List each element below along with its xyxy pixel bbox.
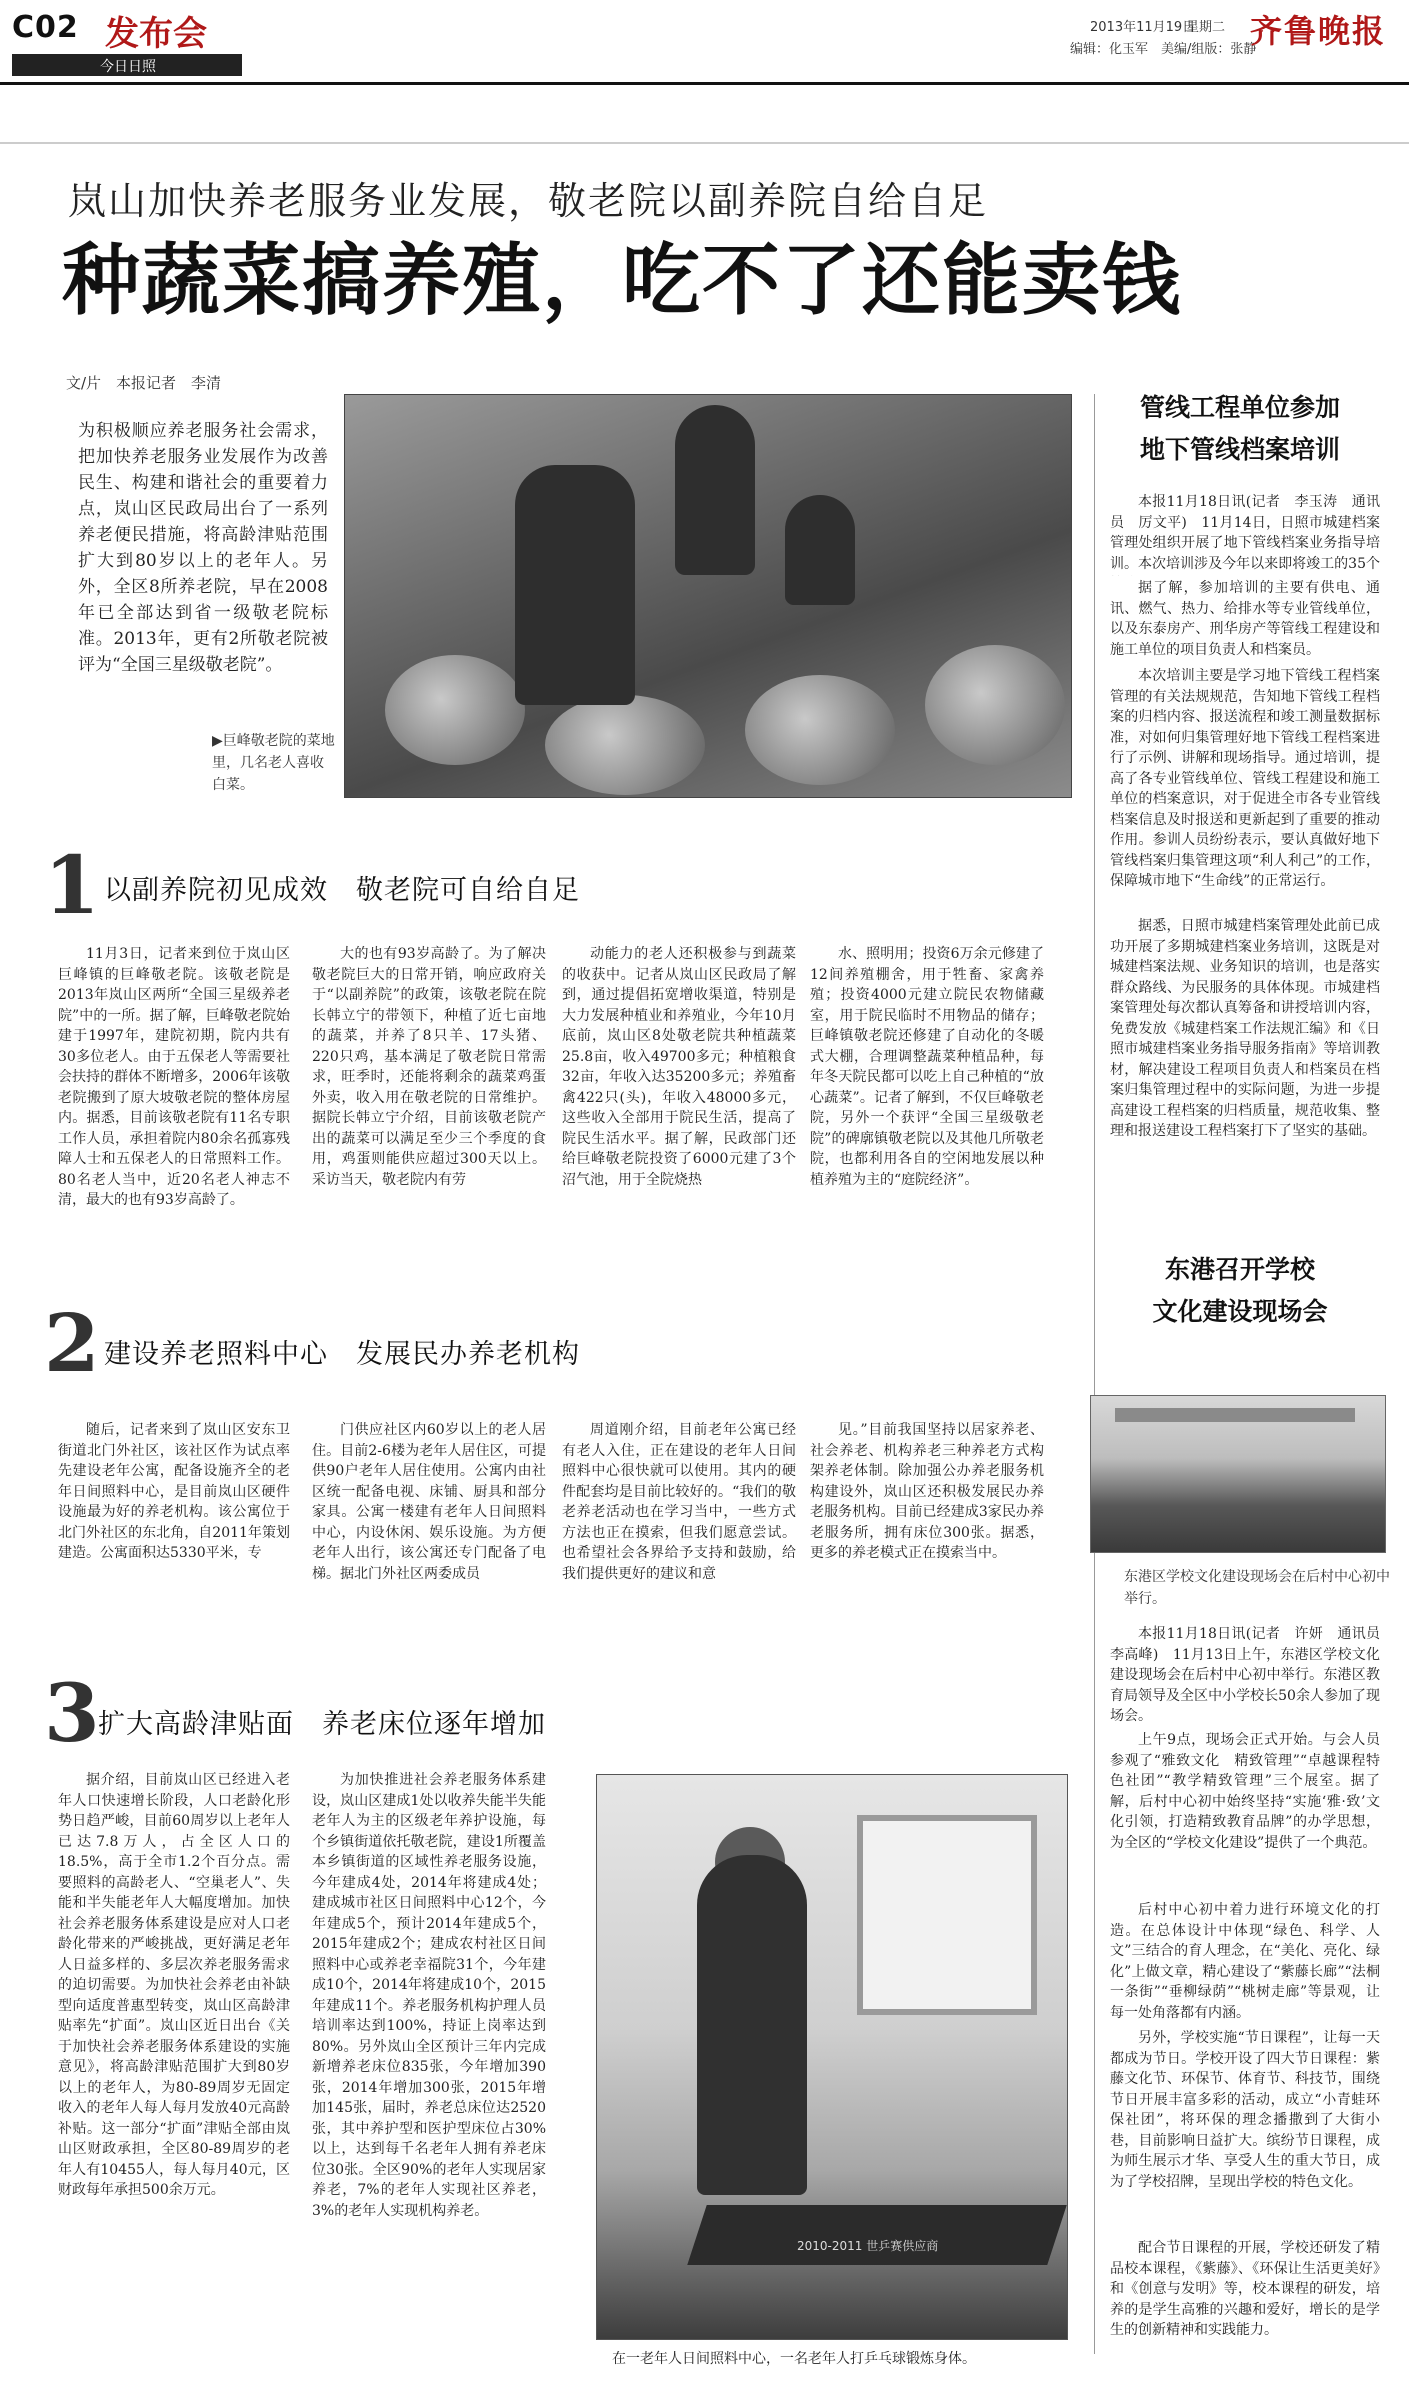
sidebar-story-1-para: 本次培训主要是学习地下管线工程档案管理的有关法规规范，告知地下管线工程档案的归档内容、报送流程和竣工测量数据标准，对如何归集管理好地下管线工程档案进行了示例、讲解和现场指导。通过培训，提高了各专业管线单位、管线工程建设和施工单位的档案意识，对于促进全市各专业管线档案信息及时报送和更新起到了重要的推动作用。参训人员纷纷表示，要认真做好地下管线档案归集管理这项“利人利己”的工作，保障城市地下“生命线”的正常运行。 — [1110, 668, 1380, 889]
sidebar-story-1-title-line-2: 地下管线档案培训 — [1139, 435, 1340, 464]
section-3-col-2: 为加快推进社会养老服务体系建设，岚山区建成1处以收养失能半失能老年人为主的区级老年养护设施，每个乡镇街道依托敬老院，建设1所覆盖本乡镇街道的区域性养老服务设施，今年建成4处，2014年将建成4处；建成城市社区日间照料中心12个，今年建成5个，预计2014年建成5个，2015年建成2个；建成农村社区日间照料中心或养老幸福院31个，今年建成10个，2014年将建成10个，2015年建成11个。养老服务机构护理人员培训率达到100%，持证上岗率达到80%。另外岚山全区预计三年内完成新增养老床位835张，今年增加390张，2014年增加300张，2015年增加145张，届时，养老总床位达2520张，其中养护型和医护型床位占30%以上，达到每千名老年人拥有养老床位30张。全区90%的老年人实现居家养老，7%的老年人实现社区养老，3%的老年人实现机构养老。 — [312, 1772, 546, 2219]
section-1-col-3: 动能力的老人还积极参与到蔬菜的收获中。记者从岚山区民政局了解到，通过提倡拓宽增收渠道，特别是大力发展种植业和养殖业，今年10月底前，岚山区8处敬老院共种植蔬菜25.8亩，收入49700多元；种植粮食32亩，年收入达35200多元；养殖畜禽422只(头)，年收入48000多元，这些收入全部用于院民生活，提高了院民生活水平。据了解，民政部门还给巨峰敬老院投资了6000元建了3个沼气池，用于全院烧热 — [562, 946, 796, 1188]
section-2-col-3: 周道刚介绍，目前老年公寓已经有老人入住，正在建设的老年人日间照料中心很快就可以使用。其内的硬件配套均是目前比较好的。“我们的敬老养老活动也在学习当中，一些方式方法也正在摸索，但我们愿意尝试。也希望社会各界给予支持和鼓励，给我们提供更好的建议和意 — [562, 1422, 796, 1582]
section-number: 3 — [44, 1666, 100, 1760]
page-header — [0, 0, 1409, 96]
section-3-col-1: 据介绍，目前岚山区已经进入老年人口快速增长阶段，人口老龄化形势日趋严峻，目前60周岁以上老年人已达7.8万人，占全区人口的18.5%，高于全市1.2个百分点。需要照料的高龄老人、“空巢老人”、失能和半失能老年人大幅度增加。加快社会养老服务体系建设是应对人口老龄化带来的严峻挑战，更好满足老年人日益多样的、多层次养老服务需求的迫切需要。为加快社会养老由补缺型向适度普惠型转变，岚山区高龄津贴率先“扩面”。岚山区近日出台《关于加快社会养老服务体系建设的实施意见》，将高龄津贴范围扩大到80岁以上的老年人，为80-89周岁无固定收入的老年人每人每月发放40元高龄补贴。这一部分“扩面”津贴全部由岚山区财政承担，全区80-89周岁的老年人有10455人，每人每月40元，区财政每年承担500余万元。 — [58, 1772, 290, 2198]
cabbage-shape — [385, 655, 525, 765]
section-number: 1 — [44, 838, 100, 932]
cabbage-shape — [745, 675, 895, 785]
elderly-man-figure — [515, 465, 635, 705]
sidebar-story-2-para: 后村中心初中着力进行环境文化的打造。在总体设计中体现“绿色、科学、人文”三结合的育人理念，在“美化、亮化、绿化”上做文章，精心建设了“紫藤长廊”“法桐一条街”“垂柳绿荫”“桃树走廊”等景观，让每一处角落都有内涵。 — [1110, 1902, 1380, 2021]
cabbage-shape — [925, 645, 1065, 765]
section-number: 2 — [44, 1296, 100, 1390]
sidebar-story-2-title-line-1: 东港召开学校 — [1164, 1255, 1315, 1284]
elderly-man-figure — [785, 495, 855, 605]
sidebar-story-1-title-line-1: 管线工程单位参加 — [1139, 393, 1340, 422]
sidebar-story-1-para: 本报11月18日讯(记者 李玉涛 通讯员 厉文平) 11月14日，日照市城建档案管理处组织开展了地下管线档案业务指导培训。本次培训涉及今年以来即将竣工的35个 — [1110, 494, 1380, 572]
subsection-name: 今日日照 — [100, 59, 156, 75]
sidebar-story-1-para: 据悉，日照市城建档案管理处此前已成功开展了多期城建档案业务培训，这既是对城建档案法规、业务知识的培训，也是落实群众路线、为民服务的具体体现。市城建档案管理处每次都认真筹备和讲授培训内容，免费发放《城建档案工作法规汇编》和《日照市城建档案业务指导服务指南》等培训教材，解决建设工程项目负责人和档案员在档案归集管理过程中的实际问题，为进一步提高建设工程档案的归档质量，规范收集、整理和报送建设工程档案打下了坚实的基础。 — [1110, 918, 1380, 1139]
sidebar-story-2-para: 本报11月18日讯(记者 许妍 通讯员 李高峰) 11月13日上午，东港区学校文化建设现场会在后村中心初中举行。东港区教育局领导及全区中小学校长50余人参加了现场会。 — [1110, 1626, 1380, 1724]
player-figure — [697, 1855, 807, 2195]
sidebar-story-1-para: 据了解，参加培训的主要有供电、通讯、燃气、热力、给排水等专业管线单位，以及东泰房产、刑华房产等管线工程建设和施工单位的项目负责人和档案员。 — [1110, 580, 1380, 658]
sidebar-story-2-para: 上午9点，现场会正式开始。与会人员参观了“雅致文化 精致管理”“卓越课程特色社团”“教学精致管理”三个展室。据了解，后村中心初中始终坚持“实施‘雅·致’文化引领，打造精致教育品牌”的办学思想，为全区的“学校文化建设”提供了一个典范。 — [1110, 1732, 1380, 1851]
stage-banner — [1115, 1408, 1355, 1422]
section-1-col-4: 水、照明用；投资6万余元修建了12间养殖棚舍，用于牲畜、家禽养殖；投资4000元建立院民农物储藏室，用于院民临时不用物品的储存；巨峰镇敬老院还修建了自动化的冬暖式大棚，合理调整蔬菜种植品种，每年冬天院民都可以吃上自己种植的“放心蔬菜”。记者了解到，不仅巨峰敬老院，另外一个获评“全国三星级敬老院”的碑廓镇敬老院以及其他几所敬老院，也都利用各自的空闲地发展以种植养殖为主的“庭院经济”。 — [810, 946, 1044, 1188]
article-kicker: 岚山加快养老服务业发展，敬老院以副养院自给自足 — [68, 179, 989, 223]
table-sponsor-text: 2010-2011 世乒赛供应商 — [797, 2239, 939, 2253]
issue-weekday: 星期二 — [1186, 20, 1226, 35]
section-1-col-1: 11月3日，记者来到位于岚山区巨峰镇的巨峰敬老院。该敬老院是2013年岚山区两所“全国三星级养老院”中的一所。据了解，巨峰敬老院始建于1997年，建院初期，院内共有30多位老人。由于五保老人等需要社会扶持的群体不断增多，2006年该敬老院搬到了原大坡敬老院的整体房屋内。据悉，目前该敬老院有11名专职工作人员，承担着院内80余名孤寡残障人士和五保老人的日常照料工作。80名老人当中，近20名老人神志不清，最大的也有93岁高龄了。 — [58, 946, 290, 1208]
section-2-col-2: 门供应社区内60岁以上的老人居住。目前2-6楼为老年人居住区，可提供90户老年人居住使用。公寓内由社区统一配备电视、床铺、厨具和部分家具。公寓一楼建有老年人日间照料中心，内设休闲、娱乐设施。为方便老年人出行，该公寓还专门配备了电梯。据北门外社区两委成员 — [312, 1422, 546, 1582]
sidebar-divider — [1094, 394, 1095, 2354]
photo-caption-ping-pong: 在一老年人日间照料中心，一名老年人打乒乓球锻炼身体。 — [612, 2351, 976, 2367]
photo-vegetable-garden — [344, 394, 1072, 798]
article-byline: 文/片 本报记者 李清 — [66, 374, 222, 392]
section-2-col-4: 见。”目前我国坚持以居家养老、社会养老、机构养老三种养老方式构架养老体制。除加强公办养老服务机构建设外，岚山区还积极发展民办养老服务机构。目前已经建成3家民办养老服务所，拥有床位300张。据悉，更多的养老模式正在摸索当中。 — [810, 1422, 1044, 1561]
page-code: C02 — [12, 10, 79, 45]
header-divider — [0, 142, 1409, 144]
newspaper-masthead: 齐鲁晚报 — [1250, 12, 1387, 50]
issue-date: 2013年11月19日 — [1090, 20, 1196, 35]
ping-pong-table — [687, 2205, 1066, 2265]
section-2-col-1: 随后，记者来到了岚山区安东卫街道北门外社区，该社区作为试点率先建设老年公寓，配备设施齐全的老年日间照料中心，是目前岚山区硬件设施最为好的养老机构。该公寓位于北门外社区的东北角，自2011年策划建造。公寓面积达5330平米，专 — [58, 1422, 290, 1561]
editor-credits: 编辑：化玉军 美编/组版：张静 — [1070, 42, 1257, 57]
section-title: 扩大高龄津贴面 养老床位逐年增加 — [98, 1709, 546, 1740]
article-title: 种蔬菜搞养殖，吃不了还能卖钱 — [62, 236, 1183, 326]
photo-caption-school-meeting: 东港区学校文化建设现场会在后村中心初中举行。 — [1124, 1569, 1390, 1607]
elderly-man-figure — [675, 405, 755, 575]
cabbage-shape — [545, 695, 705, 795]
photo-ping-pong — [596, 1774, 1068, 2340]
header-rule — [0, 82, 1409, 85]
section-title: 建设养老照料中心 发展民办养老机构 — [104, 1339, 580, 1370]
section-1-col-2: 大的也有93岁高龄了。为了解决敬老院巨大的日常开销，响应政府关于“以副养院”的政策，该敬老院在院长韩立宁的带领下，种植了近七亩地的蔬菜，并养了8只羊、17头猪、220只鸡，基本满足了敬老院日常需求，旺季时，还能将剩余的蔬菜鸡蛋外卖，收入用在敬老院的日常维护。据院长韩立宁介绍，目前该敬老院产出的蔬菜可以满足至少三个季度的食用，鸡蛋则能供应超过300天以上。采访当天，敬老院内有劳 — [312, 946, 546, 1188]
section-title: 以副养院初见成效 敬老院可自给自足 — [104, 875, 580, 906]
sidebar-story-2-para: 配合节日课程的开展，学校还研发了精品校本课程，《紫藤》、《环保让生活更美好》和《创意与发明》等，校本课程的研发，培养的是学生高雅的兴趣和爱好，增长的是学生的创新精神和实践能力。 — [1110, 2240, 1380, 2338]
window-shape — [857, 1815, 1037, 2015]
article-lead: 为积极顺应养老服务社会需求，把加快养老服务业发展作为改善民生、构建和谐社会的重要着力点，岚山区民政局出台了一系列养老便民措施，将高龄津贴范围扩大到80岁以上的老年人。另外，全区8所养老院，早在2008年已全部达到省一级敬老院标准。2013年，更有2所敬老院被评为“全国三星级敬老院”。 — [78, 421, 328, 675]
photo-school-meeting — [1090, 1395, 1386, 1553]
sidebar-story-2-para: 另外，学校实施“节日课程”，让每一天都成为节日。学校开设了四大节日课程：紫藤文化节、环保节、体育节、科技节，围绕节日开展丰富多彩的活动，成立“小青蛙环保社团”，将环保的理念播撒到了大街小巷，目前影响日益扩大。缤纷节日课程，成为师生展示才华、享受人生的重大节日，成为了学校招牌，呈现出学校的特色文化。 — [1110, 2030, 1380, 2190]
sidebar-story-2-title-line-2: 文化建设现场会 — [1152, 1297, 1328, 1326]
photo-caption-vegetable-garden: ▶巨峰敬老院的菜地里，几名老人喜收白菜。 — [212, 733, 335, 793]
section-name: 发布会 — [105, 14, 207, 54]
